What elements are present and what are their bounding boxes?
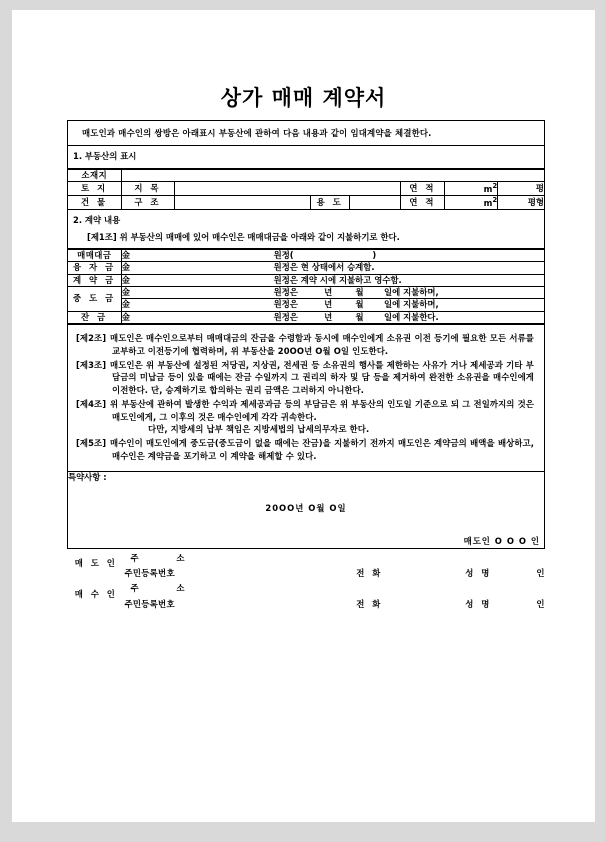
payment-table [68, 249, 544, 324]
payment-label: 매매대금 [68, 250, 121, 262]
clause-item [76, 332, 534, 358]
clause-item [76, 398, 534, 436]
payment-terms: 원정( ) [273, 250, 377, 260]
seller-id-value[interactable] [191, 568, 346, 579]
clause-item [76, 359, 534, 397]
special-terms-box[interactable] [68, 471, 545, 548]
payment-row [68, 250, 544, 262]
seller-phone-label: 전 화 [356, 568, 383, 579]
building-area-label: 연 적 [401, 196, 445, 210]
land-area-label: 연 적 [401, 182, 445, 196]
building-structure-label: 구 조 [121, 196, 174, 210]
land-area-unit: $m^2$ [445, 182, 498, 196]
land-category-value[interactable] [174, 182, 400, 196]
payment-won-mark: 金 [121, 311, 130, 322]
buyer-signature-label: 성 명 [465, 598, 492, 609]
page-title: 상가 매매 계약서 [220, 86, 387, 110]
payment-terms: 원정은 계약 시에 지불하고 영수함. [273, 274, 402, 285]
land-pyeong-label: 평 [498, 182, 544, 196]
payment-terms: 원정은 현 상태에서 승계함. [273, 262, 375, 273]
payment-row [68, 262, 544, 274]
building-use-label: 용 도 [310, 196, 349, 210]
party-row-id [68, 568, 545, 579]
section2-subheading: [제1조] 위 부동산의 매매에 있어 매수인은 매매대금을 아래와 같이 지불하기로 한다. [87, 231, 400, 242]
building-use-value[interactable] [350, 196, 401, 210]
building-structure-value[interactable] [174, 196, 310, 210]
payment-terms: 원정은 년 월 일에 지불하며, [273, 287, 439, 298]
building-pyeong-label: 평형 [498, 196, 544, 210]
payment-label: 계 약 금 [68, 274, 121, 286]
building-area-unit: $m^2$ [445, 196, 498, 210]
buyer-phone-label: 전 화 [356, 598, 383, 609]
section2-heading [68, 210, 544, 248]
property-table [68, 169, 544, 211]
buyer-address-value[interactable] [191, 579, 545, 598]
row-building [68, 196, 544, 210]
building-label: 건 물 [68, 196, 121, 210]
party-name-seller: 매 도 인 [74, 558, 118, 569]
clause-text-continued: 다만, 지방세의 납부 책임은 지방세법의 납세의무자로 한다. [148, 424, 370, 435]
contract-shell [68, 121, 545, 472]
location-value[interactable] [121, 169, 544, 181]
seller-phone-value[interactable] [394, 568, 459, 579]
seller-signature-label: 성 명 [465, 568, 492, 579]
seller-id-label: 주민등록번호 [124, 568, 175, 579]
payment-row [68, 299, 544, 311]
contract-table [67, 120, 545, 610]
clause-tag: [제5조] [76, 438, 107, 449]
clause-tag: [제3조] [76, 359, 107, 370]
payment-won-mark: 金 [121, 262, 130, 273]
party-row-address [68, 549, 545, 568]
intro-text: 매도인과 매수인의 쌍방은 아래표시 부동산에 관하여 다음 내용과 같이 임대계약을 체결한다. [82, 128, 432, 138]
clauses-block [68, 324, 544, 471]
payment-row [68, 287, 544, 299]
clause-text: 매도인은 매수인으로부터 매매대금의 잔금을 수령함과 동시에 매수인에게 소유권 이전 등기에 필요한 모든 서류를 교부하고 이전등기에 협력하며, 위 부동산을 20OO년 O월 O일 인도한다. [110, 333, 534, 356]
row-location [68, 169, 544, 181]
payment-amount-cell[interactable] [121, 287, 544, 299]
payment-won-mark: 金 [121, 299, 130, 310]
payment-amount-cell[interactable] [121, 274, 544, 286]
payment-won-mark: 金 [121, 250, 130, 260]
party-row-id [68, 599, 545, 610]
buyer-address-label: 주 소 [130, 583, 185, 594]
section1-heading: 1. 부동산의 표시 [73, 151, 137, 162]
land-category-label: 지 목 [121, 182, 174, 196]
seller-signature-line: 매도인 O O O 인 [463, 536, 540, 547]
payment-terms: 원정은 년 월 일에 지불하며, [273, 299, 439, 310]
buyer-id-label: 주민등록번호 [124, 598, 175, 609]
buyer-seal[interactable]: 인 [536, 598, 545, 609]
party-name-buyer: 매 수 인 [74, 589, 118, 600]
section2-heading-text: 2. 계약 내용 [73, 215, 121, 226]
payment-amount-cell[interactable] [121, 311, 544, 323]
payment-amount-cell[interactable] [121, 250, 544, 262]
row-land [68, 182, 544, 196]
special-terms-label: 특약사항 : [68, 471, 107, 482]
contract-date: 20OO년 O월 O일 [265, 503, 347, 514]
location-label: 소재지 [68, 169, 121, 181]
payment-amount-cell[interactable] [121, 299, 544, 311]
section2-heading-block [68, 210, 544, 249]
buyer-phone-value[interactable] [394, 599, 459, 610]
clause-tag: [제4조] [76, 398, 107, 409]
clause-tag: [제2조] [76, 333, 107, 344]
payment-row [68, 274, 544, 286]
payment-row [68, 311, 544, 323]
clause-text: 위 부동산에 관하여 발생한 수익과 제세공과금 등의 부담금은 위 부동산의 인도일 기준으로 되 그 전일까지의 것은 매도인에게, 그 이후의 것은 매수인에게 각각 귀속한다. [110, 398, 534, 422]
seller-address-label: 주 소 [130, 552, 185, 563]
clauses-container [68, 325, 544, 471]
seller-address-value[interactable] [191, 549, 545, 568]
parties-table [68, 549, 545, 610]
payment-label: 잔 금 [68, 311, 121, 323]
clause-item [76, 437, 534, 463]
party-row-address [68, 579, 545, 598]
payment-won-mark: 金 [121, 287, 130, 298]
seller-seal[interactable]: 인 [536, 568, 545, 579]
payment-label: 중 도 금 [68, 287, 121, 312]
payment-terms: 원정은 년 월 일에 지불한다. [273, 311, 439, 322]
clause-text: 매수인이 매도인에게 중도금(중도금이 없을 때에는 잔금)을 지불하기 전까지 매도인은 계약금의 배액을 배상하고, 매수인은 계약금을 포기하고 이 계약을 해제할 수 있다. [110, 438, 534, 461]
clause-text: 매도인은 위 부동산에 설정된 저당권, 지상권, 전세권 등 소유권의 행사를 제한하는 사유가 거나 제세공과 기타 부담금의 미납금 등이 있을 때에는 잔금 수일까지 그 권리의 하자 및 담 등을 제거하여 완전한 소유권을 매수인에게 이전한다. 단, 승계하기로 합의하는 권리 금액은 그러하지 아니한다. [110, 359, 534, 396]
payment-amount-cell[interactable] [121, 262, 544, 274]
buyer-id-value[interactable] [191, 599, 346, 610]
document-page [12, 10, 595, 822]
payment-won-mark: 金 [121, 274, 130, 285]
land-label: 토 지 [68, 182, 121, 196]
payment-label: 융 자 금 [68, 262, 121, 274]
intro-block [68, 121, 544, 169]
